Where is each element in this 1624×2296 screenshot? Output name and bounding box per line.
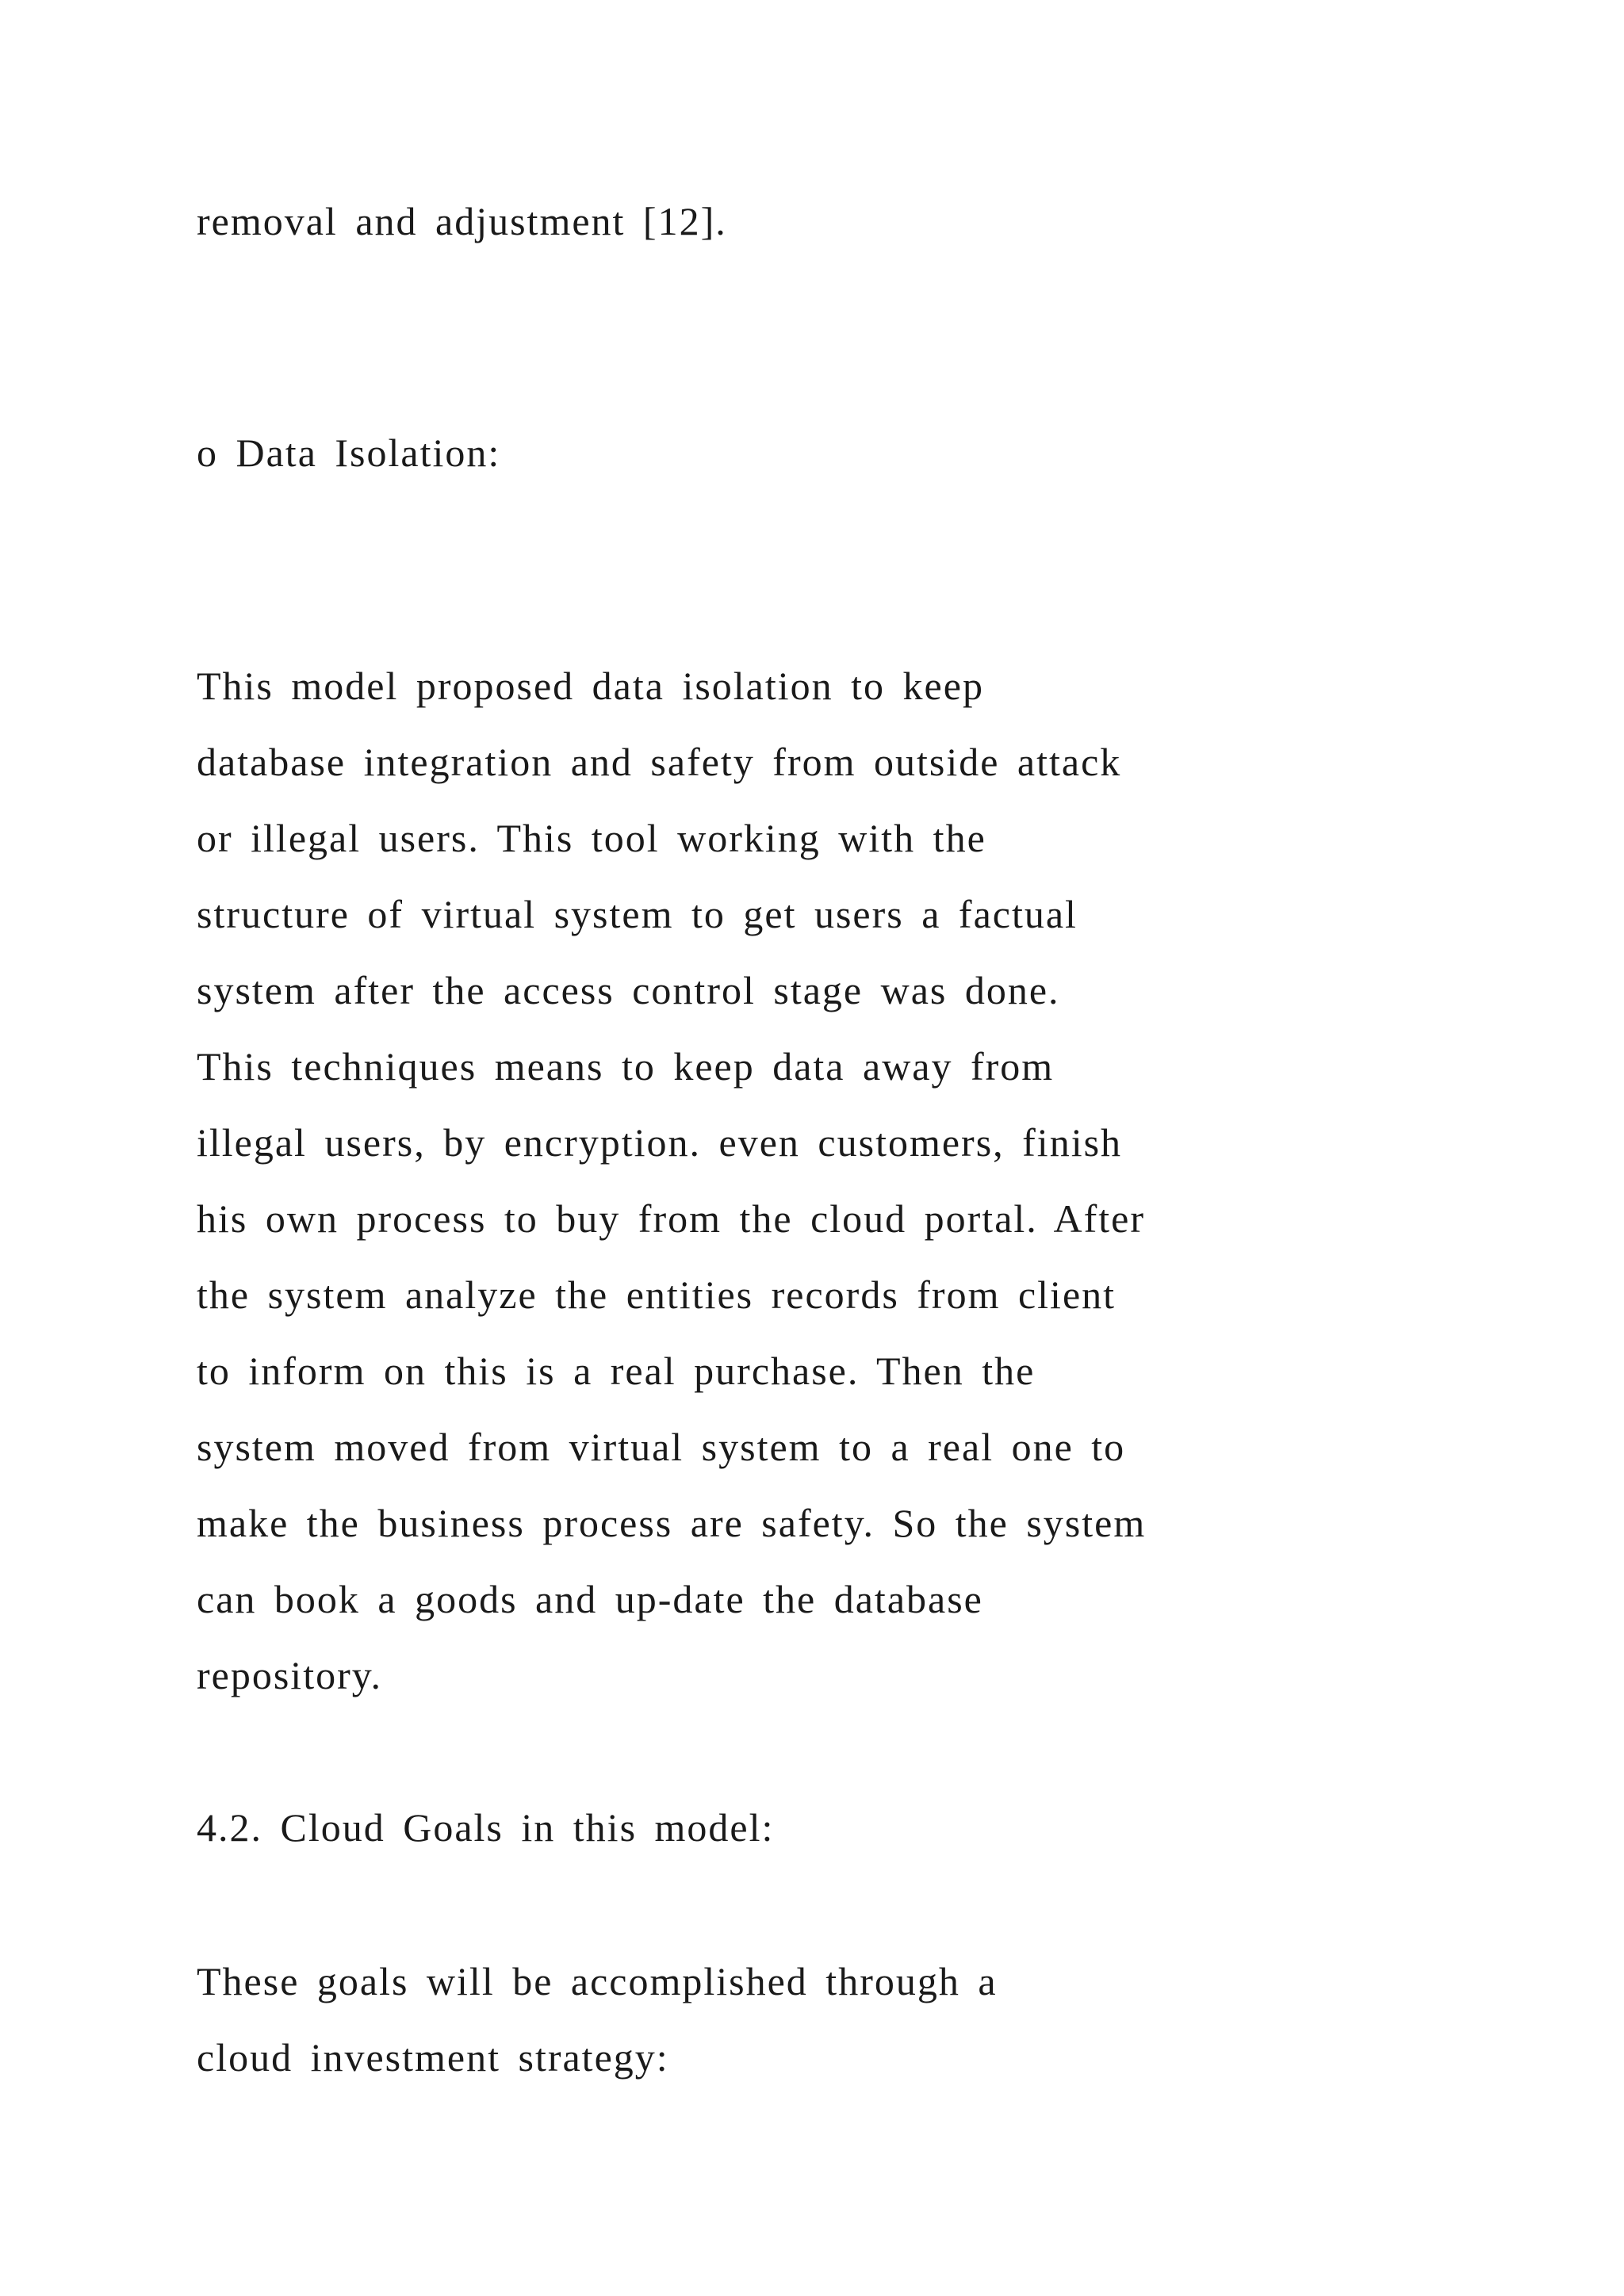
goals-line: cloud investment strategy: xyxy=(197,2035,669,2080)
paragraph-line: illegal users, by encryption. even customers, finish xyxy=(197,1120,1123,1165)
paragraph-line: repository. xyxy=(197,1653,382,1697)
bullet-heading: o Data Isolation: xyxy=(197,430,501,475)
paragraph-line: his own process to buy from the cloud portal. After xyxy=(197,1196,1146,1241)
section-heading: 4.2. Cloud Goals in this model: xyxy=(197,1805,775,1850)
continuation-line: removal and adjustment [12]. xyxy=(197,199,727,243)
paragraph-line: structure of virtual system to get users a factual xyxy=(197,892,1078,936)
paragraph-line: to inform on this is a real purchase. Then the xyxy=(197,1349,1036,1393)
paragraph-line: This model proposed data isolation to keep xyxy=(197,664,984,708)
paragraph-line: make the business process are safety. So the system xyxy=(197,1501,1147,1545)
paragraph-line: database integration and safety from outside attack xyxy=(197,740,1122,784)
paragraph-line: system moved from virtual system to a real one to xyxy=(197,1425,1126,1469)
paragraph-line: system after the access control stage was done. xyxy=(197,968,1060,1012)
paragraph-line: or illegal users. This tool working with the xyxy=(197,816,986,860)
paragraph-line: This techniques means to keep data away from xyxy=(197,1044,1055,1089)
paragraph-line: the system analyze the entities records from client xyxy=(197,1272,1116,1317)
goals-line: These goals will be accomplished through a xyxy=(197,1959,998,2003)
paragraph-line: can book a goods and up-date the database xyxy=(197,1577,983,1621)
